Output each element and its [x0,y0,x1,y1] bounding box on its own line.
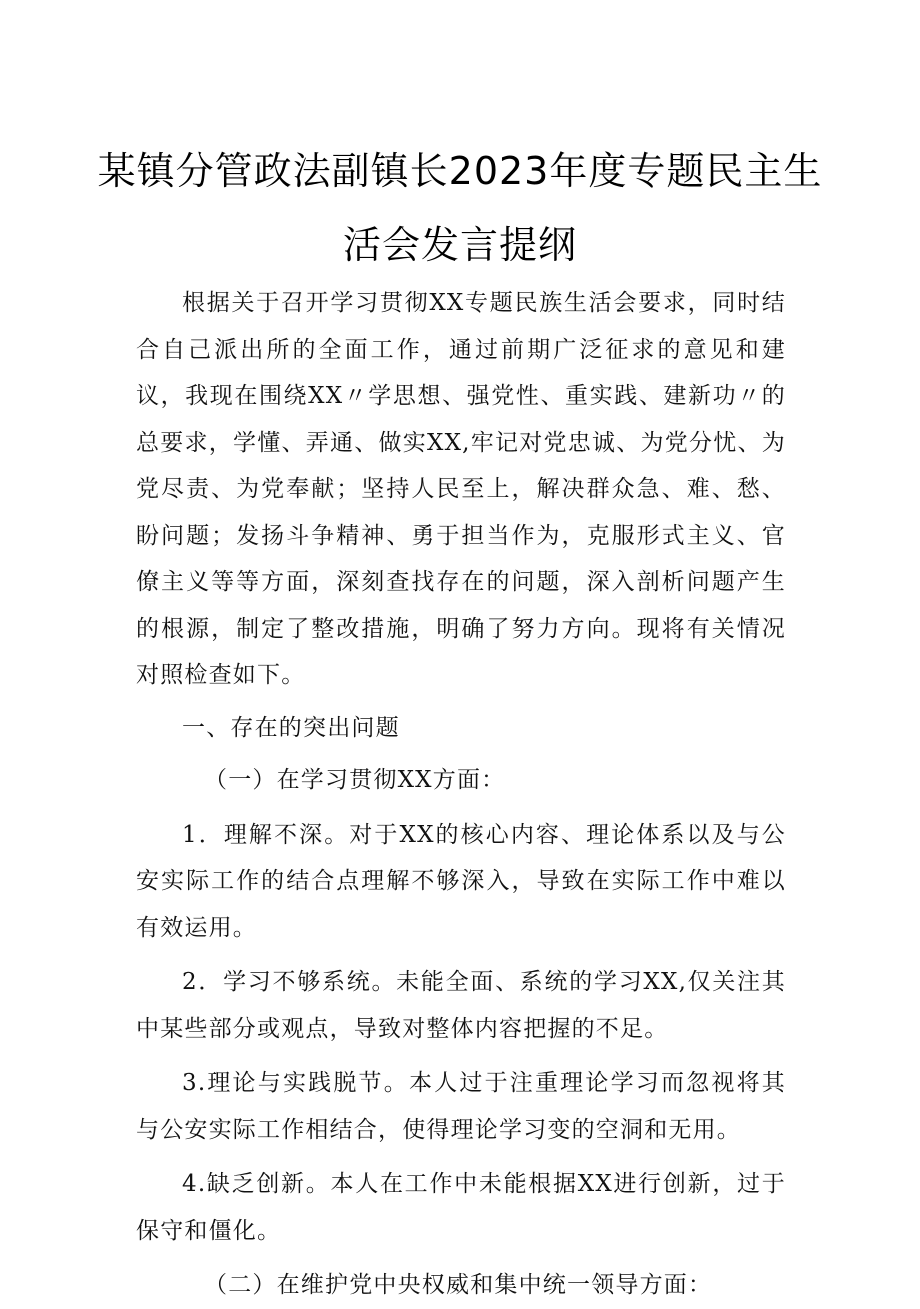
list-item-2: 2．学习不够系统。未能全面、系统的学习XX,仅关注其中某些部分或观点，导致对整体内容把握的不足。 [136,969,786,1042]
section-heading-1: 一、存在的突出问题 [182,714,400,741]
subsection-heading-2: （二）在维护党中央权威和集中统一领导方面： [204,1272,713,1298]
document-title-line-2: 活会发言提纲 [342,223,577,267]
subsection-heading-1: （一）在学习贯彻XX方面： [204,767,506,793]
document-body [136,280,786,1309]
list-item-1: 1．理解不深。对于XX的核心内容、理论体系以及与公安实际工作的结合点理解不够深入，导致在实际工作中难以有效运用。 [136,821,786,941]
intro-paragraph: 根据关于召开学习贯彻XX专题民族生活会要求，同时结合自己派出所的全面工作，通过前期广泛征求的意见和建议，我现在围绕XX〃学思想、强党性、重实践、建新功〃的总要求，学懂、弄通、做实XX,牢记对党忠诚、为党分忧、为党尽责、为党奉献；坚持人民至上，解决群众急、难、愁、盼问题；发扬斗争精神、勇于担当作为，克服形式主义、官僚主义等等方面，深刻查找存在的问题，深入剖析问题产生的根源，制定了整改措施，明确了努力方向。现将有关情况对照检查如下。 [136,290,786,688]
document-title-line-1: 某镇分管政法副镇长2023年度专题民主生 [97,149,823,193]
list-item-3: 3.理论与实践脱节。本人过于注重理论学习而忽视将其与公安实际工作相结合，使得理论学习变的空洞和无用。 [136,1070,786,1143]
list-item-4: 4.缺乏创新。本人在工作中未能根据XX进行创新，过于保守和僵化。 [136,1171,786,1244]
